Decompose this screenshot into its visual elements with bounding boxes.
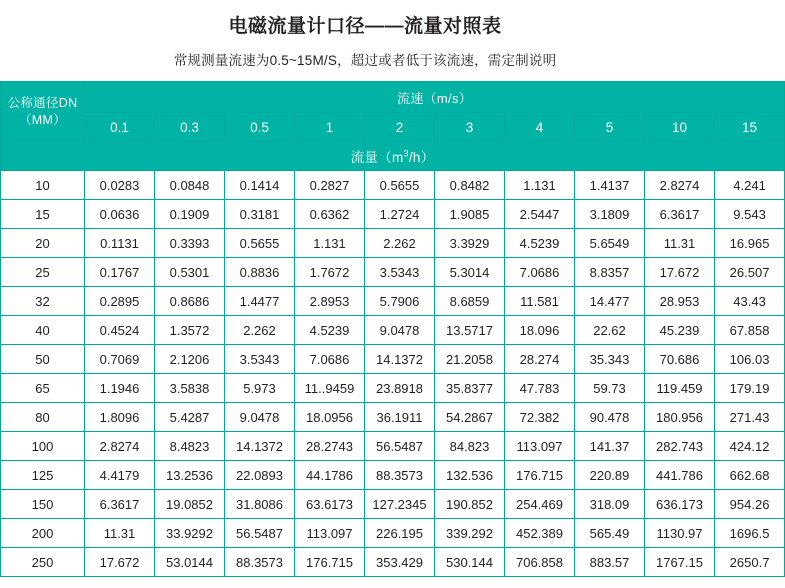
dn-cell: 100 [1, 432, 85, 461]
dn-cell: 20 [1, 229, 85, 258]
table-row [1, 461, 785, 490]
flow-value-cell: 220.89 [575, 461, 645, 490]
flow-value-cell: 3.5838 [155, 374, 225, 403]
dn-cell: 15 [1, 200, 85, 229]
flow-value-cell: 9.0478 [225, 403, 295, 432]
flow-value-cell: 1.131 [505, 171, 575, 200]
flow-value-cell: 11..9459 [295, 374, 365, 403]
flow-value-cell: 0.4524 [85, 316, 155, 345]
header-row-group [1, 82, 785, 113]
dn-cell: 10 [1, 171, 85, 200]
flow-value-cell: 452.389 [505, 519, 575, 548]
flow-value-cell: 530.144 [435, 548, 505, 577]
flow-value-cell: 0.1131 [85, 229, 155, 258]
flow-value-cell: 90.478 [575, 403, 645, 432]
flow-value-cell: 0.5301 [155, 258, 225, 287]
flow-value-cell: 1696.5 [715, 519, 785, 548]
flow-value-cell: 13.2536 [155, 461, 225, 490]
table-row [1, 200, 785, 229]
table-row [1, 316, 785, 345]
flow-value-cell: 2.262 [365, 229, 435, 258]
flow-value-cell: 254.469 [505, 490, 575, 519]
flow-value-cell: 11.31 [645, 229, 715, 258]
flow-value-cell: 1.4137 [575, 171, 645, 200]
flow-value-cell: 0.2827 [295, 171, 365, 200]
flow-value-cell: 22.0893 [225, 461, 295, 490]
flow-value-cell: 53.0144 [155, 548, 225, 577]
flow-value-cell: 113.097 [505, 432, 575, 461]
flow-value-cell: 28.953 [645, 287, 715, 316]
flow-value-cell: 88.3573 [225, 548, 295, 577]
flow-value-cell: 5.973 [225, 374, 295, 403]
page-title: 电磁流量计口径——流量对照表 [228, 16, 502, 37]
flow-value-cell: 0.1909 [155, 200, 225, 229]
dn-cell: 125 [1, 461, 85, 490]
flow-value-cell: 72.382 [505, 403, 575, 432]
flow-value-cell: 43.43 [715, 287, 785, 316]
flow-value-cell: 8.6859 [435, 287, 505, 316]
flow-value-cell: 3.1809 [575, 200, 645, 229]
flow-value-cell: 11.581 [505, 287, 575, 316]
table-row [1, 229, 785, 258]
flow-value-cell: 226.195 [365, 519, 435, 548]
flow-value-cell: 127.2345 [365, 490, 435, 519]
flow-value-cell: 339.292 [435, 519, 505, 548]
table-row [1, 490, 785, 519]
flow-value-cell: 2.8953 [295, 287, 365, 316]
table-row [1, 287, 785, 316]
flow-value-cell: 28.2743 [295, 432, 365, 461]
flow-value-cell: 23.8918 [365, 374, 435, 403]
flow-value-cell: 3.3929 [435, 229, 505, 258]
dn-cell: 25 [1, 258, 85, 287]
flow-value-cell: 1.9085 [435, 200, 505, 229]
flow-value-cell: 84.823 [435, 432, 505, 461]
flow-value-cell: 0.0283 [85, 171, 155, 200]
flow-value-cell: 6.3617 [85, 490, 155, 519]
flow-value-cell: 706.858 [505, 548, 575, 577]
flow-value-cell: 5.6549 [575, 229, 645, 258]
flow-value-cell: 18.096 [505, 316, 575, 345]
flow-value-cell: 441.786 [645, 461, 715, 490]
flow-value-cell: 7.0686 [295, 345, 365, 374]
velocity-column-header: 5 [575, 113, 645, 142]
flow-value-cell: 0.7069 [85, 345, 155, 374]
table-row [1, 403, 785, 432]
flow-value-cell: 1.7672 [295, 258, 365, 287]
velocity-column-header: 15 [715, 113, 785, 142]
dn-cell: 80 [1, 403, 85, 432]
flow-value-cell: 282.743 [645, 432, 715, 461]
velocity-column-header: 0.1 [85, 113, 155, 142]
velocity-column-header: 0.3 [155, 113, 225, 142]
velocity-columns-row [1, 113, 785, 142]
flow-value-cell: 7.0686 [505, 258, 575, 287]
flow-value-cell: 2.5447 [505, 200, 575, 229]
velocity-column-header: 3 [435, 113, 505, 142]
flow-unit-exponent: 3 [403, 148, 409, 159]
flow-value-cell: 106.03 [715, 345, 785, 374]
flow-value-cell: 954.26 [715, 490, 785, 519]
flow-value-cell: 0.5655 [365, 171, 435, 200]
flow-value-cell: 1767.15 [645, 548, 715, 577]
flow-value-cell: 63.6173 [295, 490, 365, 519]
dn-header-line1: 公称通径DN [7, 95, 78, 110]
flow-value-cell: 141.37 [575, 432, 645, 461]
flow-value-cell: 35.8377 [435, 374, 505, 403]
flow-value-cell: 1.131 [295, 229, 365, 258]
flow-value-cell: 45.239 [645, 316, 715, 345]
flow-value-cell: 0.8686 [155, 287, 225, 316]
flow-value-cell: 2.262 [225, 316, 295, 345]
dn-cell: 40 [1, 316, 85, 345]
flow-value-cell: 5.3014 [435, 258, 505, 287]
flow-value-cell: 636.173 [645, 490, 715, 519]
flow-value-cell: 0.6362 [295, 200, 365, 229]
flow-value-cell: 176.715 [505, 461, 575, 490]
dn-cell: 50 [1, 345, 85, 374]
flow-value-cell: 4.241 [715, 171, 785, 200]
flow-value-cell: 662.68 [715, 461, 785, 490]
flow-value-cell: 176.715 [295, 548, 365, 577]
dn-cell: 200 [1, 519, 85, 548]
flow-value-cell: 59.73 [575, 374, 645, 403]
table-head [1, 82, 785, 171]
velocity-column-header: 0.5 [225, 113, 295, 142]
flow-value-cell: 353.429 [365, 548, 435, 577]
flow-value-cell: 0.0636 [85, 200, 155, 229]
flow-value-cell: 67.858 [715, 316, 785, 345]
table-row [1, 519, 785, 548]
table-row [1, 548, 785, 577]
flow-value-cell: 3.5343 [365, 258, 435, 287]
flow-value-cell: 0.1767 [85, 258, 155, 287]
flow-value-cell: 179.19 [715, 374, 785, 403]
flow-value-cell: 56.5487 [365, 432, 435, 461]
flow-value-cell: 132.536 [435, 461, 505, 490]
flow-value-cell: 54.2867 [435, 403, 505, 432]
table-row [1, 258, 785, 287]
flow-unit-header [1, 142, 785, 171]
flow-value-cell: 31.8086 [225, 490, 295, 519]
flow-value-cell: 190.852 [435, 490, 505, 519]
page-subtitle: 常规测量流速为0.5~15M/S，超过或者低于该流速，需定制说明 [173, 53, 557, 68]
flow-value-cell: 44.1786 [295, 461, 365, 490]
flow-value-cell: 1130.97 [645, 519, 715, 548]
flow-value-cell: 1.4477 [225, 287, 295, 316]
table-row [1, 171, 785, 200]
flow-value-cell: 19.0852 [155, 490, 225, 519]
flow-value-cell: 565.49 [575, 519, 645, 548]
flow-value-cell: 0.8482 [435, 171, 505, 200]
flow-value-cell: 13.5717 [435, 316, 505, 345]
flow-value-cell: 17.672 [645, 258, 715, 287]
flow-value-cell: 0.8836 [225, 258, 295, 287]
velocity-column-header: 2 [365, 113, 435, 142]
flow-value-cell: 1.3572 [155, 316, 225, 345]
flow-value-cell: 4.4179 [85, 461, 155, 490]
table-row [1, 374, 785, 403]
flow-value-cell: 14.477 [575, 287, 645, 316]
flow-value-cell: 0.3181 [225, 200, 295, 229]
dn-cell: 250 [1, 548, 85, 577]
flow-value-cell: 1.2724 [365, 200, 435, 229]
flow-value-cell: 4.5239 [295, 316, 365, 345]
flow-value-cell: 424.12 [715, 432, 785, 461]
flow-value-cell: 5.4287 [155, 403, 225, 432]
flow-unit-row [1, 142, 785, 171]
flow-value-cell: 21.2058 [435, 345, 505, 374]
flow-value-cell: 2650.7 [715, 548, 785, 577]
flow-value-cell: 271.43 [715, 403, 785, 432]
flow-unit-prefix: 流量（m [350, 150, 404, 165]
flow-value-cell: 9.543 [715, 200, 785, 229]
velocity-column-header: 10 [645, 113, 715, 142]
dn-header-line2: （MM） [18, 112, 67, 127]
flow-value-cell: 0.5655 [225, 229, 295, 258]
flow-value-cell: 0.2895 [85, 287, 155, 316]
flow-value-cell: 22.62 [575, 316, 645, 345]
flow-value-cell: 2.1206 [155, 345, 225, 374]
flow-value-cell: 33.9292 [155, 519, 225, 548]
velocity-column-header: 4 [505, 113, 575, 142]
flow-value-cell: 5.7906 [365, 287, 435, 316]
flow-value-cell: 0.0848 [155, 171, 225, 200]
flow-unit-suffix: /h） [408, 150, 435, 165]
flow-value-cell: 14.1372 [225, 432, 295, 461]
velocity-column-header: 1 [295, 113, 365, 142]
flow-value-cell: 0.1414 [225, 171, 295, 200]
flow-value-cell: 8.8357 [575, 258, 645, 287]
flow-value-cell: 8.4823 [155, 432, 225, 461]
dn-cell: 32 [1, 287, 85, 316]
flow-value-cell: 9.0478 [365, 316, 435, 345]
flow-value-cell: 16.965 [715, 229, 785, 258]
flow-value-cell: 11.31 [85, 519, 155, 548]
flow-value-cell: 0.3393 [155, 229, 225, 258]
flow-value-cell: 36.1911 [365, 403, 435, 432]
flow-value-cell: 4.5239 [505, 229, 575, 258]
dn-cell: 150 [1, 490, 85, 519]
flow-value-cell: 88.3573 [365, 461, 435, 490]
dn-header-cell [1, 82, 85, 142]
flow-value-cell: 26.507 [715, 258, 785, 287]
flow-value-cell: 14.1372 [365, 345, 435, 374]
velocity-group-header: 流速（m/s） [85, 82, 785, 113]
flow-value-cell: 2.8274 [645, 171, 715, 200]
flow-value-cell: 883.57 [575, 548, 645, 577]
flow-value-cell: 318.09 [575, 490, 645, 519]
flow-comparison-table [0, 81, 785, 577]
flow-value-cell: 56.5487 [225, 519, 295, 548]
flow-value-cell: 47.783 [505, 374, 575, 403]
flow-value-cell: 18.0956 [295, 403, 365, 432]
dn-cell: 65 [1, 374, 85, 403]
flow-value-cell: 28.274 [505, 345, 575, 374]
flow-value-cell: 2.8274 [85, 432, 155, 461]
flow-value-cell: 119.459 [645, 374, 715, 403]
flow-value-cell: 70.686 [645, 345, 715, 374]
flow-value-cell: 17.672 [85, 548, 155, 577]
flow-value-cell: 3.5343 [225, 345, 295, 374]
flow-value-cell: 35.343 [575, 345, 645, 374]
flow-value-cell: 6.3617 [645, 200, 715, 229]
flow-value-cell: 180.956 [645, 403, 715, 432]
flow-value-cell: 1.8096 [85, 403, 155, 432]
table-row [1, 432, 785, 461]
flow-value-cell: 113.097 [295, 519, 365, 548]
table-body [1, 171, 785, 577]
flow-value-cell: 1.1946 [85, 374, 155, 403]
table-row [1, 345, 785, 374]
